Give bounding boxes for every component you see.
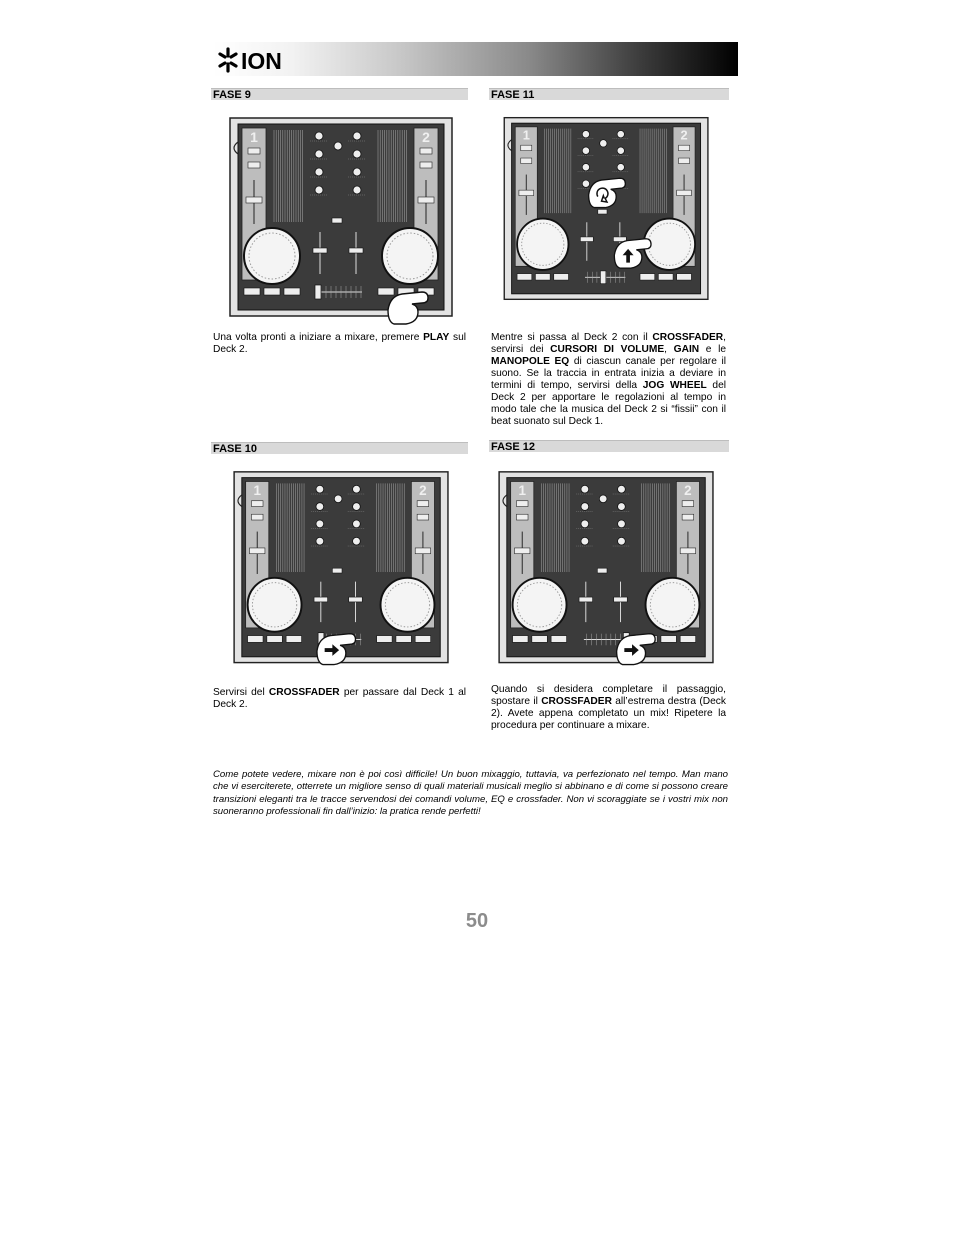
master-knob: [334, 142, 342, 150]
deck-button: [679, 158, 690, 164]
page-number: 50: [465, 910, 489, 932]
closing-paragraph: Come potete vedere, mixare non è poi così difficile! Un buon mixaggio, tuttavia, va perfezionato nel tempo. Man mano che vi eserciterete, otterrete un migliore senso di quali materiali musicali meglio si abbinano e di come si possono creare transizioni eleganti tra le tracce servendosi dei comandi volume, EQ e crossfader. Non vi scoraggiate se i vostri mix non suoneranno professionali fin dall’inizio: la pratica rende perfetti!: [213, 769, 728, 817]
transport-button: [513, 636, 528, 643]
transport-button: [640, 274, 655, 280]
eq-knob: [353, 168, 361, 176]
jog-wheel-deck-1: [517, 219, 568, 270]
eq-knob: [315, 168, 323, 176]
pitch-slider-cap: [680, 548, 695, 554]
eq-knob: [618, 503, 626, 511]
step-label-fase11: FASE 11: [489, 88, 729, 100]
master-knob: [334, 495, 342, 503]
controller-figure-fase12: [496, 468, 718, 678]
controller-figure-fase10: [228, 468, 456, 678]
step-text-fase9: Una volta pronti a iniziare a mixare, premere PLAY sul Deck 2.: [213, 332, 466, 355]
transport-button: [267, 636, 282, 643]
master-knob: [599, 495, 607, 503]
transport-button: [554, 274, 569, 280]
eq-knob: [353, 132, 361, 140]
controller-figure-fase11: [496, 114, 718, 314]
load-button: [598, 209, 607, 214]
ion-logo: [218, 45, 308, 75]
eq-knob: [315, 150, 323, 158]
deck-2-number: 2: [422, 129, 430, 145]
eq-knob: [316, 520, 324, 528]
transport-button: [677, 274, 692, 280]
transport-button: [658, 274, 673, 280]
eq-knob: [582, 164, 589, 171]
deck-button: [679, 145, 690, 151]
eq-knob: [617, 147, 624, 154]
jog-wheel-deck-2: [646, 578, 700, 632]
deck-button: [251, 514, 263, 520]
deck-button: [251, 501, 263, 507]
volume-fader-cap: [580, 237, 593, 242]
eq-knob: [617, 164, 624, 171]
jog-wheel-deck-1: [513, 578, 567, 632]
step-label-fase12: FASE 12: [489, 440, 729, 452]
deck-2-number: 2: [680, 127, 688, 143]
eq-knob: [315, 132, 323, 140]
eq-knob: [582, 131, 589, 138]
deck-button: [248, 162, 260, 168]
eq-knob: [581, 503, 589, 511]
eq-knob: [581, 520, 589, 528]
transport-button: [378, 288, 394, 295]
deck-button: [682, 514, 694, 520]
transport-button: [284, 288, 300, 295]
transport-button: [532, 636, 547, 643]
eq-knob: [582, 147, 589, 154]
eq-knob: [315, 186, 323, 194]
master-knob: [600, 140, 607, 147]
eq-knob: [582, 180, 589, 187]
volume-fader-cap: [579, 597, 592, 602]
transport-button: [517, 274, 532, 280]
eq-knob: [581, 485, 589, 493]
transport-button: [535, 274, 550, 280]
eq-knob: [316, 503, 324, 511]
transport-button: [415, 636, 430, 643]
deck-2-number: 2: [684, 482, 692, 498]
deck-2-number: 2: [419, 482, 427, 498]
deck-button: [516, 514, 528, 520]
step-text-fase11: Mentre si passa al Deck 2 con il CROSSFADER, servirsi dei CURSORI DI VOLUME, GAIN e le MANOPOLE EQ di ciascun canale per regolare il suono. Se la traccia in entrata inizia a deviare in termini di tempo, servirsi della JOG WHEEL del Deck 2 per apportare le regolazioni al tempo in modo tale che la musica del Deck 2 si “fissii” con il beat suonato sul Deck 1.: [491, 332, 726, 427]
transport-button: [264, 288, 280, 295]
pitch-slider-cap: [415, 548, 430, 554]
volume-fader-cap: [349, 248, 363, 253]
transport-button: [551, 636, 566, 643]
deck-1-number: 1: [518, 482, 526, 498]
jog-wheel-deck-1: [248, 578, 302, 632]
eq-knob: [353, 503, 361, 511]
deck-button: [417, 514, 429, 520]
pitch-slider-cap: [250, 548, 265, 554]
transport-button: [248, 636, 263, 643]
load-button: [597, 568, 607, 573]
deck-button: [516, 501, 528, 507]
deck-button: [417, 501, 429, 507]
eq-knob: [581, 537, 589, 545]
transport-button: [396, 636, 411, 643]
deck-button: [521, 158, 532, 164]
eq-knob: [617, 131, 624, 138]
transport-button: [377, 636, 392, 643]
eq-knob: [353, 537, 361, 545]
crossfader-cap: [315, 285, 321, 299]
pitch-slider-cap: [418, 197, 434, 203]
volume-fader-cap: [313, 248, 327, 253]
transport-button: [661, 636, 676, 643]
eq-knob: [316, 537, 324, 545]
eq-knob: [353, 150, 361, 158]
eq-knob: [618, 520, 626, 528]
step-text-fase10: Servirsi del CROSSFADER per passare dal Deck 1 al Deck 2.: [213, 687, 466, 710]
load-button: [332, 218, 342, 223]
deck-1-number: 1: [253, 482, 261, 498]
deck-button: [420, 162, 432, 168]
volume-fader-cap: [349, 597, 362, 602]
pitch-slider-cap: [246, 197, 262, 203]
eq-knob: [316, 485, 324, 493]
eq-knob: [353, 520, 361, 528]
transport-button: [286, 636, 301, 643]
load-button: [332, 568, 342, 573]
deck-button: [682, 501, 694, 507]
pitch-slider-cap: [515, 548, 530, 554]
transport-button: [680, 636, 695, 643]
step-label-fase10: FASE 10: [211, 442, 468, 454]
deck-1-number: 1: [522, 127, 530, 143]
crossfader-cap: [600, 271, 606, 284]
controller-figure-fase9: [228, 114, 456, 332]
step-label-fase9: FASE 9: [211, 88, 468, 100]
jog-wheel-deck-2: [382, 228, 438, 284]
jog-wheel-deck-2: [381, 578, 435, 632]
eq-knob: [618, 537, 626, 545]
deck-button: [248, 148, 260, 154]
transport-button: [244, 288, 260, 295]
deck-1-number: 1: [250, 129, 258, 145]
deck-button: [521, 145, 532, 151]
jog-wheel-deck-1: [244, 228, 300, 284]
volume-fader-cap: [314, 597, 327, 602]
eq-knob: [353, 485, 361, 493]
step-text-fase12: Quando si desidera completare il passaggio, spostare il CROSSFADER all’estrema destra (Deck 2). Avete appena completato un mix! Ripetere la procedura per continuare a mixare.: [491, 684, 726, 731]
pitch-slider-cap: [519, 190, 534, 196]
svg-text:ION: ION: [241, 48, 282, 74]
eq-knob: [353, 186, 361, 194]
eq-knob: [618, 485, 626, 493]
deck-button: [420, 148, 432, 154]
volume-fader-cap: [614, 597, 627, 602]
pitch-slider-cap: [677, 190, 692, 196]
